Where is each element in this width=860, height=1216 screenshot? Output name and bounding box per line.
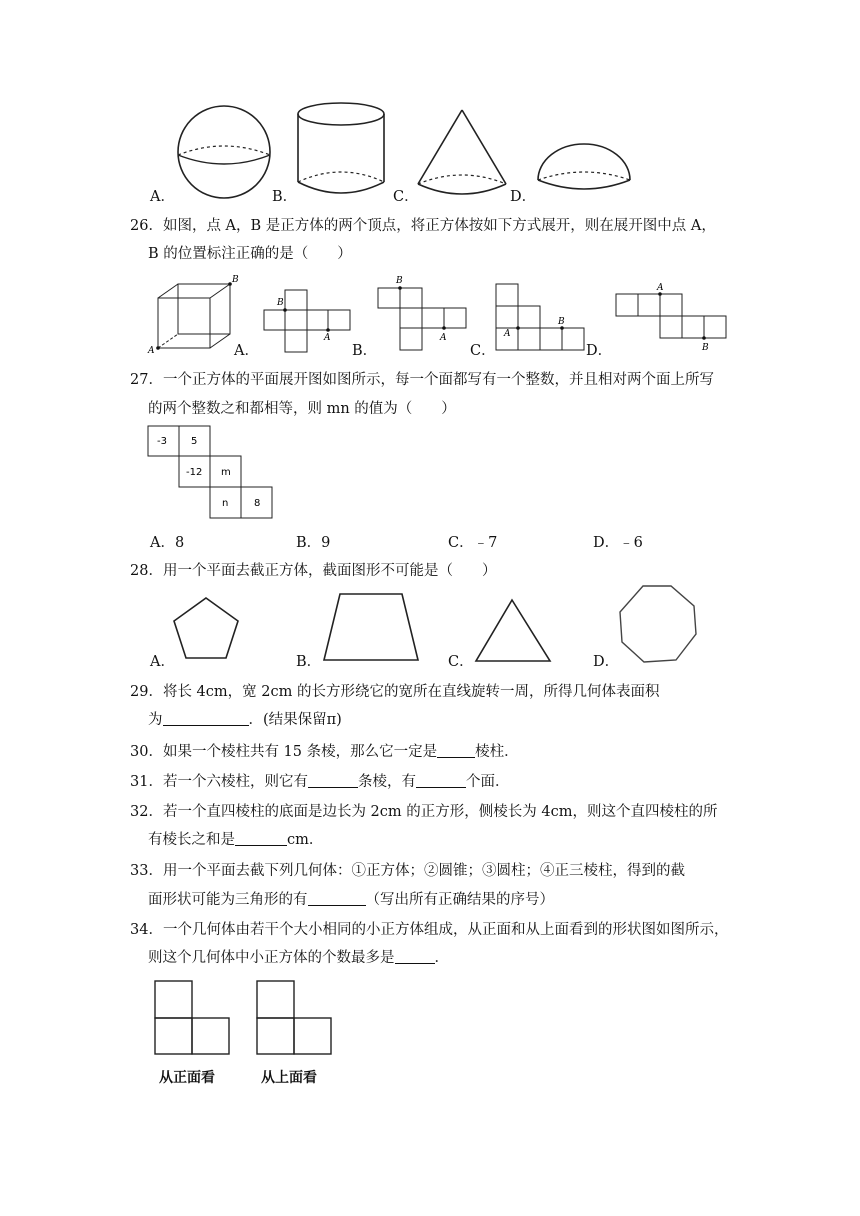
svg-text:A: A <box>324 333 331 343</box>
q25-option-b[interactable]: B． <box>272 189 298 205</box>
q27-stem-line1: 27．一个正方体的平面展开图如图所示，每一个面都写有一个整数，并且相对两个面上所写 <box>130 372 714 388</box>
q27-cell: n <box>222 498 229 509</box>
q33-stem-line2 <box>148 890 554 910</box>
q26-option-c[interactable]: C． <box>470 343 496 359</box>
q31-answer-blank-2[interactable] <box>416 773 466 788</box>
q34-text-a: 则这个几何体中小正方体的个数最多是 <box>148 950 395 966</box>
q25-option-d[interactable]: D． <box>510 189 537 205</box>
q33-text-a: 面形状可能为三角形的有 <box>148 892 308 908</box>
q32-stem-line1: 32．若一个直四棱柱的底面是边长为 2cm 的正方形，侧棱长为 4cm，则这个直四棱柱的所 <box>130 804 718 820</box>
q27-option-a[interactable]: A．8 <box>150 535 185 551</box>
q28-option-a[interactable]: A． <box>150 654 175 670</box>
svg-text:B: B <box>277 298 284 308</box>
q28-option-c[interactable]: C． <box>448 654 474 670</box>
q34-stem-line1: 34．一个几何体由若干个大小相同的小正方体组成，从正面和从上面看到的形状图如图所示， <box>130 922 729 938</box>
svg-text:A: A <box>657 283 664 293</box>
q26-stem-line2: B 的位置标注正确的是（ ） <box>148 246 352 262</box>
q30-text-b: 棱柱． <box>475 744 519 760</box>
q26-net-a <box>262 290 354 354</box>
q34-stem-line2 <box>148 948 449 968</box>
q27-cell: -12 <box>186 467 203 478</box>
svg-text:B: B <box>558 317 565 327</box>
q26-net-b <box>376 274 468 354</box>
q33-answer-blank[interactable] <box>308 891 366 906</box>
q27-cell: 5 <box>191 436 198 447</box>
svg-text:B: B <box>232 275 239 285</box>
sphere-figure <box>170 105 280 200</box>
svg-text:A: A <box>504 329 511 339</box>
front-view-caption: 从正面看 <box>159 1070 215 1086</box>
q27-cell: -3 <box>157 436 167 447</box>
svg-text:B: B <box>702 343 709 353</box>
front-view-figure <box>154 980 234 1056</box>
q26-option-d[interactable]: D． <box>586 343 613 359</box>
pentagon-shape <box>172 596 242 662</box>
q31-text-b: 条棱，有 <box>357 774 416 790</box>
q33-text-b: （写出所有正确结果的序号） <box>365 892 554 908</box>
q31-text-a: 31．若一个六棱柱，则它有 <box>130 774 308 790</box>
q34-text-b: ． <box>434 950 449 966</box>
q29-stem-line2 <box>148 710 342 730</box>
q32-text-a: 有棱长之和是 <box>148 832 235 848</box>
q32-text-b: cm． <box>287 832 324 848</box>
q26-net-d <box>614 280 730 352</box>
q30-answer-blank[interactable] <box>437 743 475 758</box>
q26-net-c <box>494 284 586 354</box>
q26-option-a[interactable]: A． <box>234 343 259 359</box>
q32-stem-line2 <box>148 830 323 850</box>
q26-stem-line1: 26．如图，点 A，B 是正方体的两个顶点，将正方体按如下方式展开，则在展开图中点 A， <box>130 218 716 234</box>
hemisphere-figure <box>534 142 634 200</box>
cone-figure <box>414 108 514 200</box>
q30-stem <box>130 742 519 762</box>
q33-stem-line1: 33．用一个平面去截下列几何体：①正方体；②圆锥；③圆柱；④正三棱柱，得到的截 <box>130 863 685 879</box>
svg-text:A: A <box>440 333 447 343</box>
q28-option-d[interactable]: D． <box>593 654 620 670</box>
cylinder-figure <box>296 100 391 200</box>
q30-text-a: 30．如果一个棱柱共有 15 条棱，那么它一定是 <box>130 744 438 760</box>
q25-option-c[interactable]: C． <box>393 189 419 205</box>
q29-stem-line1: 29．将长 4cm，宽 2cm 的长方形绕它的宽所在直线旋转一周，所得几何体表面积 <box>130 684 660 700</box>
q26-cube-figure <box>150 272 240 354</box>
q27-option-b[interactable]: B．9 <box>296 535 331 551</box>
q32-answer-blank[interactable] <box>235 831 287 846</box>
q27-option-d[interactable]: D．﹣6 <box>593 535 643 551</box>
q25-option-a[interactable]: A． <box>150 189 175 205</box>
q31-answer-blank-1[interactable] <box>308 773 358 788</box>
svg-text:B: B <box>396 276 403 286</box>
q27-net-figure <box>148 426 278 520</box>
q31-stem <box>130 772 509 792</box>
q28-option-b[interactable]: B． <box>296 654 322 670</box>
q27-cell: m <box>221 467 231 478</box>
q34-answer-blank[interactable] <box>395 949 435 964</box>
triangle-shape <box>474 598 554 664</box>
q27-cell: 8 <box>254 498 261 509</box>
q26-option-b[interactable]: B． <box>352 343 378 359</box>
top-view-figure <box>256 980 336 1056</box>
q29-text-b: ．(结果保留π) <box>248 712 342 728</box>
octagon-shape <box>616 584 700 666</box>
q27-stem-line2: 的两个整数之和都相等，则 mn 的值为（ ） <box>148 401 456 417</box>
q27-option-c[interactable]: C．﹣7 <box>448 535 498 551</box>
q29-text-a: 为 <box>148 712 163 728</box>
q28-stem: 28．用一个平面去截正方体，截面图形不可能是（ ） <box>130 563 497 579</box>
q29-answer-blank[interactable] <box>163 711 249 726</box>
svg-text:A: A <box>148 346 155 356</box>
top-view-caption: 从上面看 <box>261 1070 317 1086</box>
q31-text-c: 个面． <box>465 774 510 790</box>
trapezoid-shape <box>322 592 422 664</box>
